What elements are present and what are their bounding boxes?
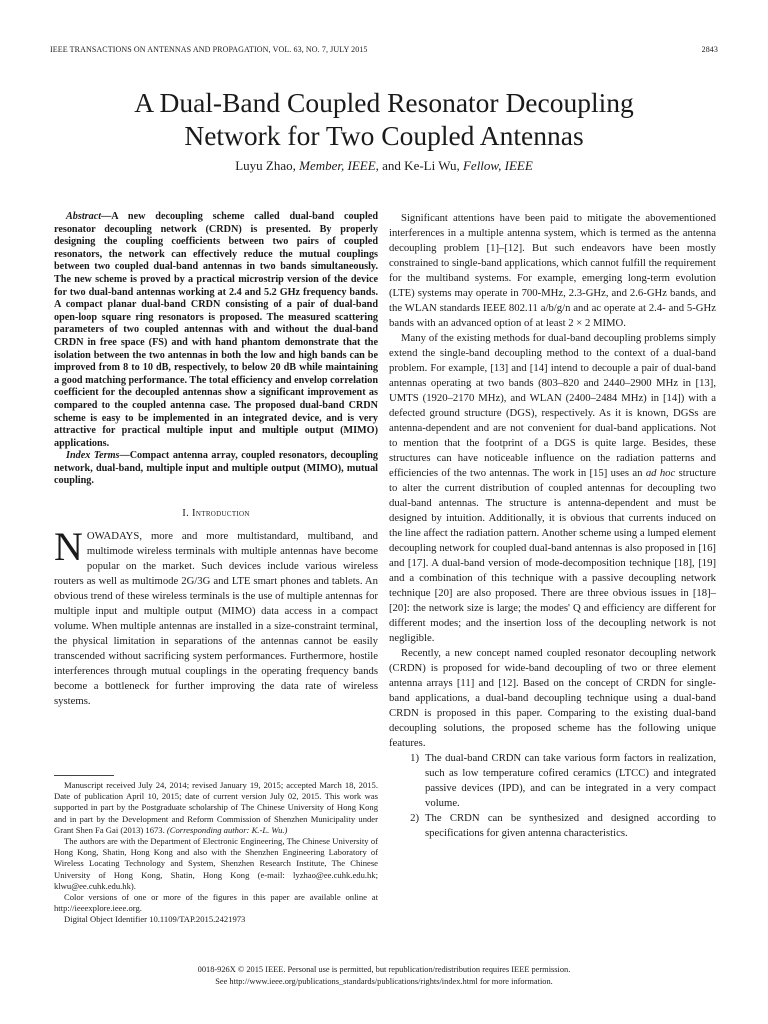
left-column: [54, 211, 378, 709]
list-item-number: 1): [410, 752, 419, 764]
paper-title: [0, 86, 768, 152]
rights-url-line: See http://www.ieee.org/publications_standards/publications/rights/index.html for more information.: [215, 977, 553, 986]
abstract-text: —A new decoupling scheme called dual-band coupled resonator decoupling network (CRDN) is presented. By properly designing the coupling coefficients between two pairs of coupled resonators, the network can effectively reduce the mutual couplings between two coupled dual-band antennas in two bands simultaneously. The new scheme is proved by a practical microstrip version of the device for two dual-band antennas working at 2.4 and 5.2 GHz frequency bands. A compact planar dual-band CRDN consisting of a pair of dual-band open-loop square ring resonators is proposed. The measured scattering parameters of two coupled antennas with and without the dual-band CRDN in free space (FS) and with hand phantom demonstrate that the isolation between the two antennas in both the low and high bands can be improved from 8 to 10 dB, respectively, to below 20 dB while maintaining a good matching performance. The total efficiency and envelop correlation coefficient for the decoupled antennas show a significant improvement as compared to the coupled antenna case. The proposed dual-band CRDN scheme is easy to be implemented in an integrated device, and is very attractive for practical multiple input and multiple output (MIMO) applications.: [54, 211, 378, 449]
copyright-line: 0018-926X © 2015 IEEE. Personal use is permitted, but republication/redistribution requires IEEE permission.: [197, 965, 571, 974]
abstract-label: Abstract: [66, 211, 102, 222]
list-item-number: 2): [410, 812, 419, 824]
index-terms-label: Index Terms: [66, 450, 120, 462]
intro-text: more and more multistandard, multiband, and multimode wireless terminals with multiple antennas have become popular on the market. Such devices include various wireless routers as well as multimode 2G/3G and LTE smart phones and tablets. An obvious trend of these wireless terminals is the use of multiple antennas for multiple input and multiple output (MIMO) data access in a compact volume. When multiple antennas are installed in a size-constraint terminal, the physical limitation in separations of the antennas cannot be easily transcended without sacrificing system performances. Furthermore, hostile interferences through mutual couplings in the operating frequency bands become a bottleneck for further improving the data rate of wireless systems.: [54, 530, 378, 708]
journal-name: IEEE TRANSACTIONS ON ANTENNAS AND PROPAGATION, VOL. 63, NO. 7, JULY 2015: [50, 45, 368, 54]
footnote-manuscript-text: Manuscript received July 24, 2014; revised January 19, 2015; accepted March 18, 2015. Date of publication April 10, 2015; date of current version July 02, 2015. This work was supported in part by the Postgraduate scholarship of The Chinese University of Hong Kong and in part by the Development and Reform Commission of Shenzhen Municipality under Grant Shen Fa Gai (2013) 1673.: [54, 780, 378, 835]
section-title: Introduction: [192, 507, 250, 520]
footnote-manuscript: [54, 780, 378, 836]
footnote-affiliation: The authors are with the Department of Electronic Engineering, The Chinese University of Hong Kong, Shatin, Hong Kong and also with the Shenzhen Engineering Laboratory of Wireless Locating Technology and System, Shenzhen Research Institute, The Chinese University of Hong Kong, Shatin, Hong Kong (e-mail: lyzhao@ee.cuhk.edu.hk; klwu@ee.cuhk.edu.hk).: [54, 836, 378, 891]
section-heading: [54, 506, 378, 521]
section-number: I.: [182, 507, 190, 520]
intro-lead: OWADAYS,: [86, 530, 143, 543]
page-number: 2843: [701, 45, 718, 54]
right-paragraph-2b: structure to alter the current distribution of coupled antennas for decoupling two dual-band antennas. The structure is antenna-dependent and must be designed by intuition. Additionally, it is obvious that currents induced on the line affect the radiation pattern. Another scheme using a lumped element decoupling network for coupled dual-band antennas is also proposed in [16] and [17]. A dual-band version of mode-decomposition technique [18], [19] and a combination of this technique with a passive decoupling network technique [20] are also proposed. There are three obvious issues in [18]–[20]: the network size is large; the modes' Q and efficiency are different for different modes; and the insertion loss of the decoupling network is not negligible.: [389, 467, 717, 644]
author-2-role: Fellow, IEEE: [462, 158, 533, 173]
feature-list: [389, 751, 716, 841]
running-header: [50, 45, 718, 54]
footnote-color: Color versions of one or more of the figures in this paper are available online at http://ieeexplore.ieee.org.: [54, 892, 378, 914]
footnote-corresponding: (Corresponding author: K.-L. Wu.): [166, 824, 288, 835]
adhoc-term: ad hoc: [645, 467, 676, 479]
author-separator: , and Ke-Li Wu,: [375, 158, 460, 173]
author-1-role: Member, IEEE: [299, 158, 376, 173]
right-paragraph-3: Recently, a new concept named coupled resonator decoupling network (CRDN) is proposed for wide-band decoupling of two or three element antenna arrays [11] and [12]. Based on the concept of CRDN for single-band applications, a dual-band decoupling technique using a dual-band CRDN is proposed in this paper. Comparing to the existing dual-band decoupling solutions, the proposed scheme has the following unique features.: [389, 647, 716, 749]
drop-cap: N: [54, 524, 83, 570]
author-line: [0, 158, 768, 174]
index-terms: [54, 450, 378, 488]
abstract: [54, 211, 378, 450]
list-item-text: The CRDN can be synthesized and designed according to specifications for given antenna characteristics.: [425, 812, 716, 839]
footnote-doi: Digital Object Identifier 10.1109/TAP.2015.2421973: [64, 914, 246, 925]
index-terms-text: —Compact antenna array, coupled resonators, decoupling network, dual-band, multiple input and multiple output (MIMO), mutual coupling.: [54, 450, 378, 487]
title-line-2: Network for Two Coupled Antennas: [184, 120, 584, 151]
footnote-rule: [54, 775, 114, 776]
list-item: [389, 811, 716, 841]
right-paragraph-2a: Many of the existing methods for dual-band decoupling problems simply extend the single-band decoupling method to the context of a dual-band problem. For example, [13] and [14] intend to decouple a pair of dual-band antennas operating at two bands (803–820 and 2440–2900 MHz in [13], UMTS (1920–2170 MHz), and WLAN (2400–2484 MHz) in [14]) with a defected ground structure (DGS), respectively. As it is known, DGSs are antenna-dependent and are not convenient for dual-band applications. Not to mention that the footprint of a DGS is quite large. Besides, these structures can have noticeable influence on the radiation patterns and efficiencies of the two antennas. The work in [15] uses an: [389, 332, 716, 479]
right-column: [389, 211, 716, 841]
intro-paragraph: [54, 524, 378, 709]
right-paragraph-2: [389, 331, 716, 646]
title-line-1: A Dual-Band Coupled Resonator Decoupling: [134, 87, 634, 118]
right-paragraph-1: Significant attentions have been paid to mitigate the abovementioned interferences in a multiple antenna system, which is termed as the antenna decoupling problem [1]–[12]. But such endeavors have been mostly constrained to single-band applications, which cannot fulfill the requirement for the multiband systems. For example, emerging long-term evolution (LTE) systems may operate in 700-MHz, 2.3-GHz, and 2.6-GHz bands, and the WLAN standards IEEE 802.11 a/b/g/n and ac operate at 2.4- and 5-GHz bands with an advanced option of at least 2 × 2 MIMO.: [389, 212, 716, 329]
copyright-footer: [0, 964, 768, 988]
list-item: [389, 751, 716, 811]
footnotes: [54, 780, 378, 926]
list-item-text: The dual-band CRDN can take various form factors in realization, such as low temperature cofired ceramics (LTCC) and integrated passive devices (IPD), and can be integrated in a very compact volume.: [425, 752, 716, 809]
author-1: Luyu Zhao,: [235, 158, 296, 173]
